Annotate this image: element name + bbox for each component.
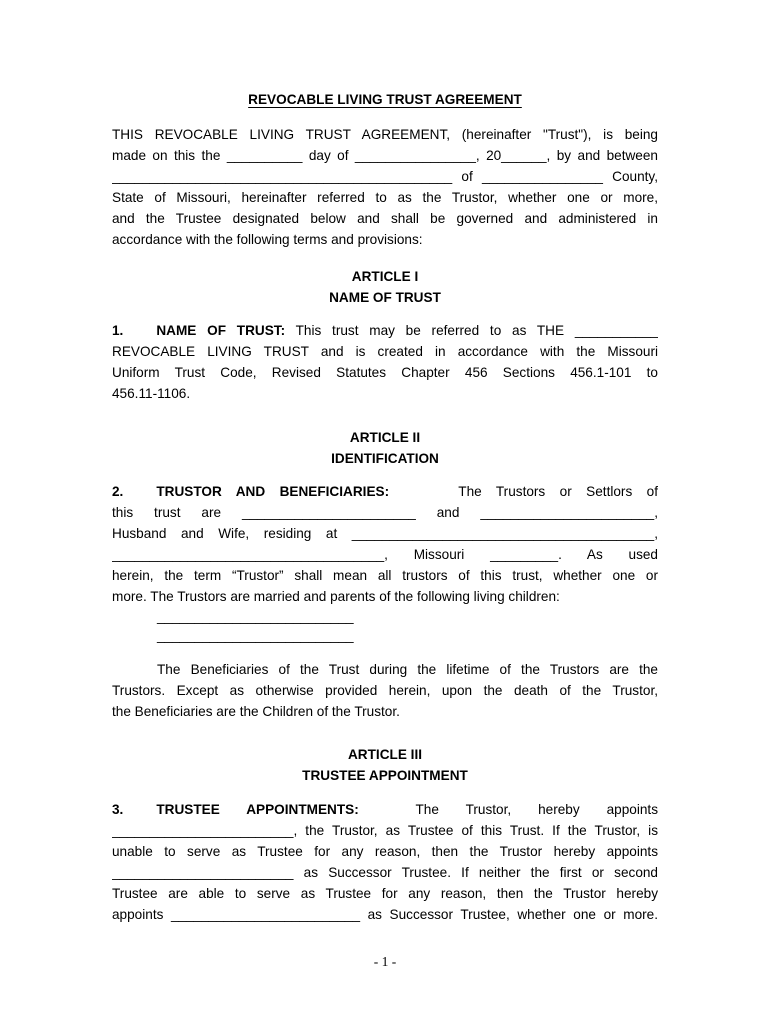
article-2-heading-line-1: ARTICLE II xyxy=(349,430,421,445)
article-1-line-1 xyxy=(112,320,658,341)
article-3-heading-line-1: ARTICLE III xyxy=(347,747,422,762)
article-2-line-6: more. The Trustors are married and parents of the following living children: xyxy=(112,589,560,604)
clause-number: 2. xyxy=(112,484,124,499)
article-1-paragraph xyxy=(112,320,658,404)
beneficiaries-line-3: the Beneficiaries are the Children of the Trustor. xyxy=(112,704,400,719)
article-3-line-2: ________________________, the Trustor, as Trustee of this Trust. If the Trustor, is xyxy=(112,823,658,838)
article-2-line-3: Husband and Wife, residing at ________________________________________, xyxy=(112,526,658,541)
intro-paragraph xyxy=(112,124,658,250)
child-name-blank-2: __________________________ xyxy=(157,628,354,643)
clause-text: The Trustor, hereby appoints xyxy=(388,802,658,817)
clause-text: The Trustors or Settlors of xyxy=(444,484,658,499)
intro-line-3: _____________________________________________ of ________________ County, xyxy=(112,169,658,184)
intro-line-4: State of Missouri, hereinafter referred to as the Trustor, whether one or more, xyxy=(112,190,658,205)
article-3-heading-line-2: TRUSTEE APPOINTMENT xyxy=(302,768,468,783)
article-3-line-6: appoints _________________________ as Successor Trustee, whether one or more. xyxy=(112,907,658,922)
clause-number: 3. xyxy=(112,802,124,817)
article-2-paragraph xyxy=(112,481,658,607)
beneficiaries-line-1: The Beneficiaries of the Trust during the lifetime of the Trustors are the xyxy=(157,662,658,677)
article-2-line-2: this trust are _______________________ and _______________________, xyxy=(112,505,658,520)
article-3-paragraph xyxy=(112,799,658,925)
intro-line-2: made on this the __________ day of ________________, 20______, by and between xyxy=(112,148,658,163)
article-2-line-4: ____________________________________, Missouri _________. As used xyxy=(112,547,658,562)
article-3-heading xyxy=(112,744,658,786)
article-3-line-1 xyxy=(112,799,658,820)
intro-line-5: and the Trustee designated below and shall be governed and administered in xyxy=(112,211,658,226)
article-1-heading xyxy=(112,266,658,308)
clause-label: TRUSTOR AND BENEFICIARIES: xyxy=(156,484,390,499)
article-1-line-2: REVOCABLE LIVING TRUST and is created in accordance with the Missouri xyxy=(112,344,658,359)
clause-text: This trust may be referred to as THE ___________ xyxy=(285,323,658,338)
article-1-heading-line-1: ARTICLE I xyxy=(351,269,419,284)
beneficiaries-paragraph xyxy=(112,659,658,722)
article-2-heading xyxy=(112,427,658,469)
clause-number: 1. xyxy=(112,323,124,338)
article-3-line-3: unable to serve as Trustee for any reason, then the Trustor hereby appoints xyxy=(112,844,658,859)
tab-spacer xyxy=(359,813,389,814)
page-number: - 1 - xyxy=(373,954,397,969)
clause-label: NAME OF TRUST: xyxy=(156,323,286,338)
article-3-line-5: Trustee are able to serve as Trustee for any reason, then the Trustor hereby xyxy=(112,886,658,901)
article-2-line-1 xyxy=(112,481,658,502)
beneficiaries-line-2: Trustors. Except as otherwise provided herein, upon the death of the Trustor, xyxy=(112,683,658,698)
children-blank-lines xyxy=(112,607,658,645)
article-1-line-4: 456.11-1106. xyxy=(112,386,191,401)
tab-spacer xyxy=(389,495,444,496)
article-2-line-5: herein, the term “Trustor” shall mean all trustors of this trust, whether one or xyxy=(112,568,658,583)
tab-spacer xyxy=(123,813,156,814)
document-title xyxy=(112,89,658,110)
tab-spacer xyxy=(123,334,156,335)
clause-label: TRUSTEE APPOINTMENTS: xyxy=(156,802,359,817)
child-name-blank-1: __________________________ xyxy=(157,609,354,624)
tab-spacer xyxy=(123,495,156,496)
document-title-text: REVOCABLE LIVING TRUST AGREEMENT xyxy=(248,92,522,107)
article-1-heading-line-2: NAME OF TRUST xyxy=(329,290,441,305)
document-body xyxy=(112,0,658,972)
article-3-line-4: ________________________ as Successor Trustee. If neither the first or second xyxy=(112,865,658,880)
article-2-heading-line-2: IDENTIFICATION xyxy=(331,451,439,466)
article-1-line-3: Uniform Trust Code, Revised Statutes Chapter 456 Sections 456.1-101 to xyxy=(112,365,658,380)
intro-line-1: THIS REVOCABLE LIVING TRUST AGREEMENT, (hereinafter "Trust"), is being xyxy=(112,127,658,142)
intro-line-6: accordance with the following terms and provisions: xyxy=(112,232,423,247)
